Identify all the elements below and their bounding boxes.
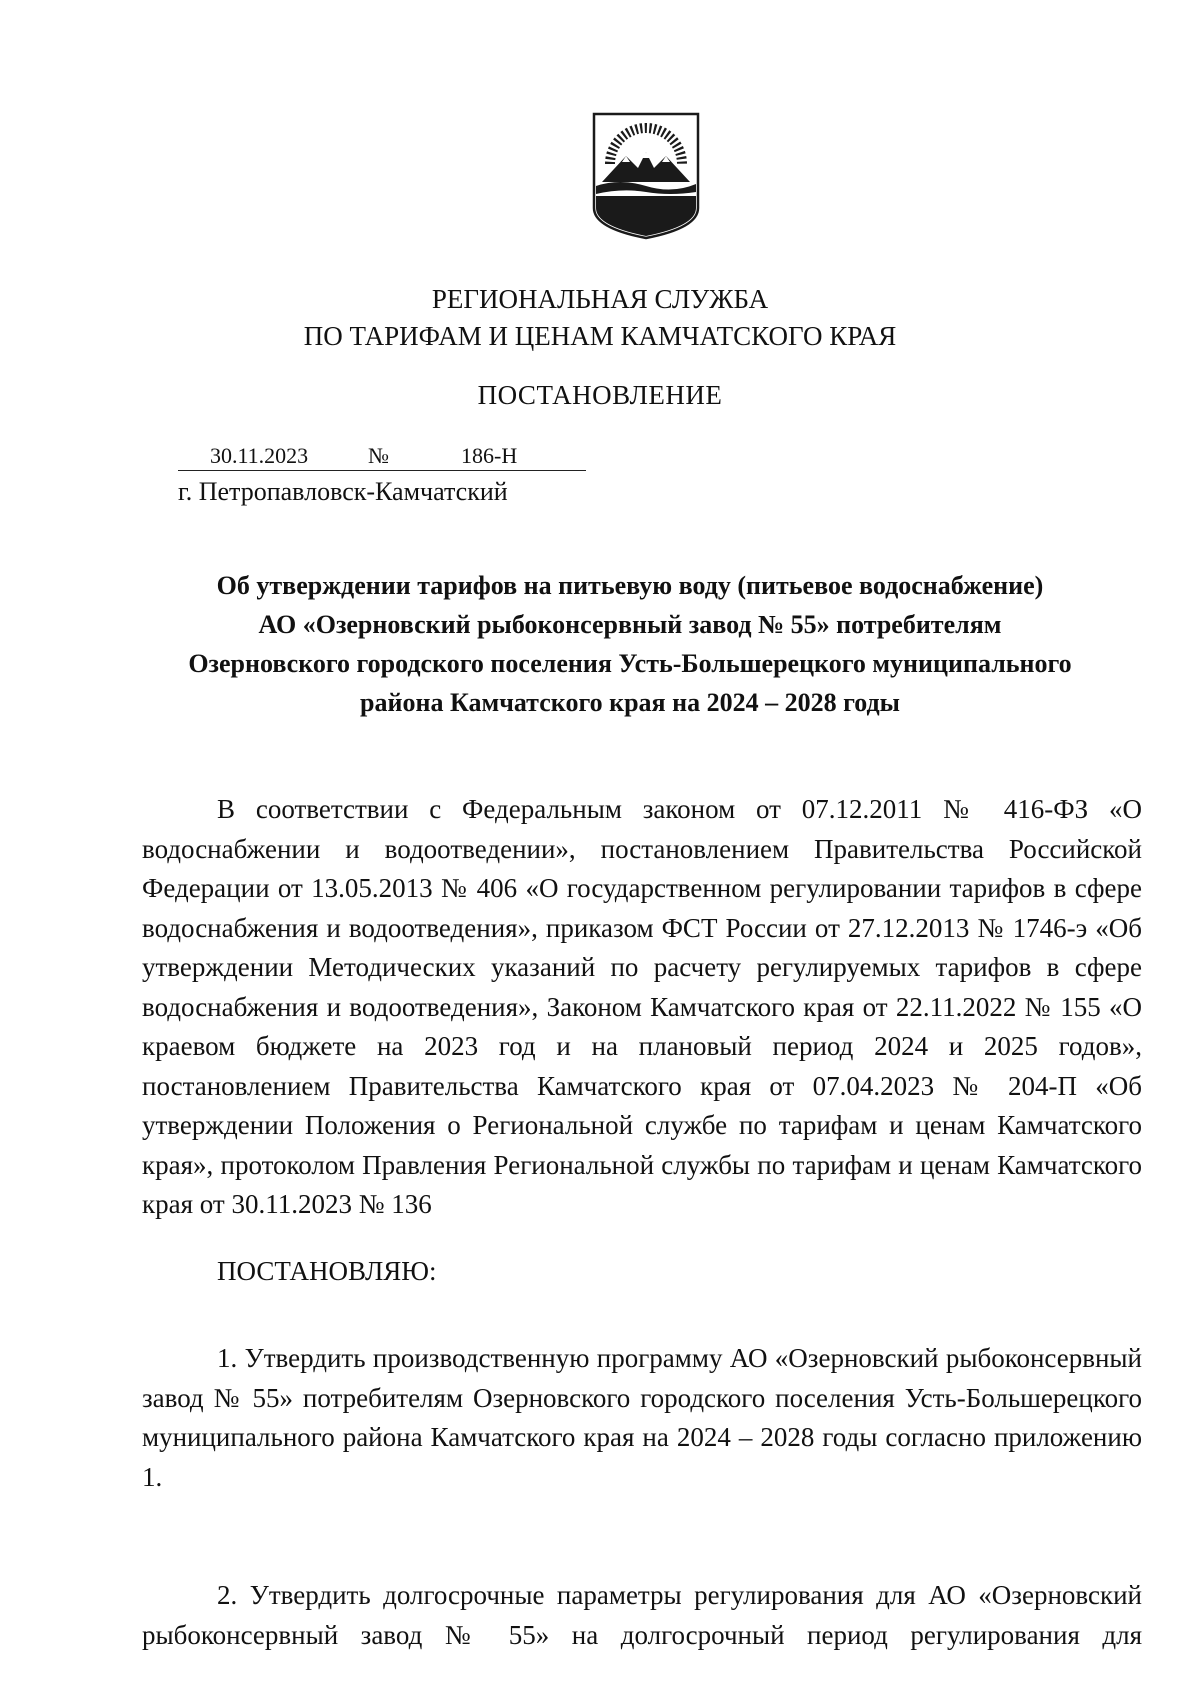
item-2-paragraph: 2. Утвердить долгосрочные параметры регулирования для АО «Озерновский рыбоконсервный завод № 55» на долгосрочный период регулирования для <box>142 1580 1142 1650</box>
title-line-4: района Камчатского края на 2024 – 2028 годы <box>360 688 900 717</box>
date-number-line <box>178 441 586 475</box>
document-type: ПОСТАНОВЛЕНИЕ <box>477 380 723 410</box>
document-date: 30.11.2023 <box>210 443 309 468</box>
number-sign: № <box>368 443 389 468</box>
document-title <box>140 566 1120 722</box>
agency-line-2: ПО ТАРИФАМ И ЦЕНАМ КАМЧАТСКОГО КРАЯ <box>303 321 897 351</box>
title-line-1: Об утверждении тарифов на питьевую воду (питьевое водоснабжение) <box>216 571 1044 600</box>
underline <box>178 470 586 471</box>
title-line-3: Озерновского городского поселения Усть-Большерецкого муниципального <box>188 649 1072 678</box>
agency-name <box>0 281 1200 355</box>
preamble-paragraph: В соответствии с Федеральным законом от 07.12.2011 № 416-ФЗ «О водоснабжении и водоотведении», постановлением Правительства Российской Федерации от 13.05.2013 № 406 «О государственном регулировании тарифов в сфере водоснабжения и водоотведения», приказом ФСТ России от 27.12.2013 № 1746-э «Об утверждении Методических указаний по расчету регулируемых тарифов в сфере водоснабжения и водоотведения», Законом Камчатского края от 22.11.2022 № 155 «О краевом бюджете на 2023 год и на плановый период 2024 и 2025 годов», постановлением Правительства Камчатского края от 07.04.2023 № 204-П «Об утверждении Положения о Региональной службе по тарифам и ценам Камчатского края», протоколом Правления Региональной службы по тарифам и ценам Камчатского края от 30.11.2023 № 136 <box>142 794 1142 1219</box>
kamchatka-coat-of-arms-icon <box>592 112 700 240</box>
agency-line-1: РЕГИОНАЛЬНАЯ СЛУЖБА <box>431 284 769 314</box>
city: г. Петропавловск-Камчатский <box>178 477 508 506</box>
document-number: 186-Н <box>461 443 518 468</box>
decree-heading: ПОСТАНОВЛЯЮ: <box>217 1256 437 1286</box>
title-line-2: АО «Озерновский рыбоконсервный завод № 55» потребителям <box>258 610 1002 639</box>
item-1-paragraph: 1. Утвердить производственную программу АО «Озерновский рыбоконсервный завод № 55» потребителям Озерновского городского поселения Усть-Большерецкого муниципального района Камчатского края на 2024 – 2028 годы согласно приложению 1. <box>142 1343 1142 1492</box>
